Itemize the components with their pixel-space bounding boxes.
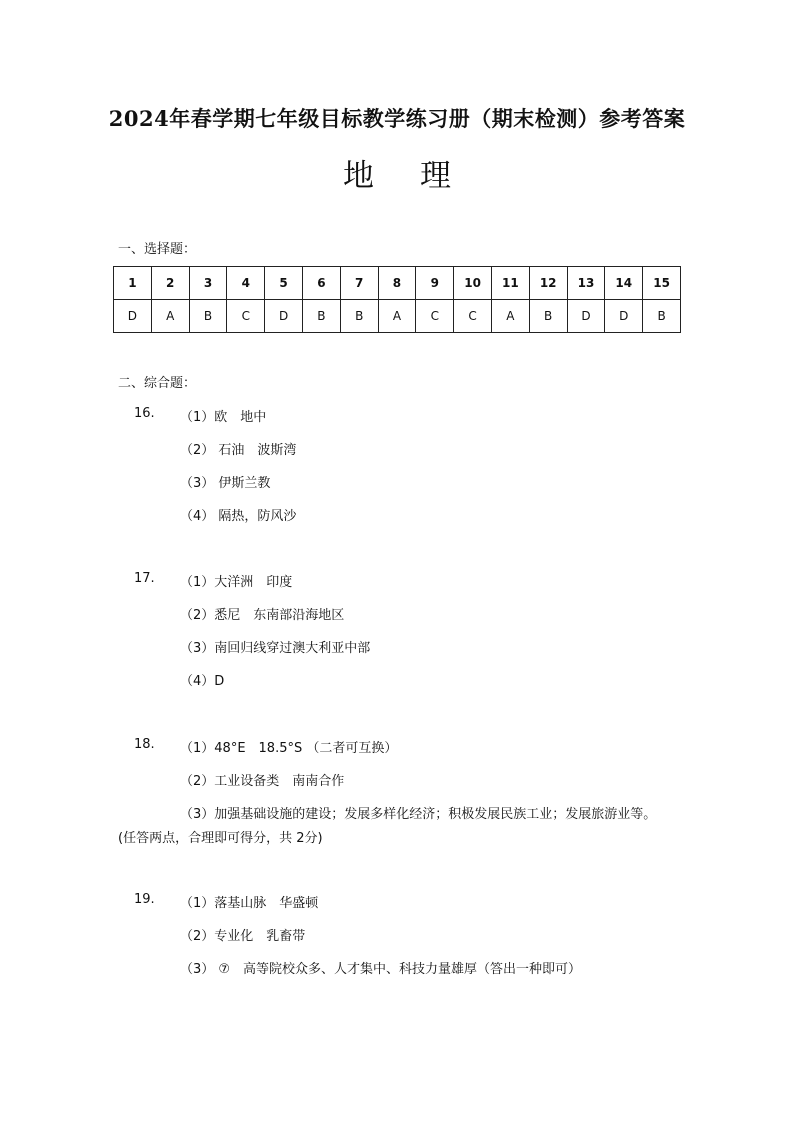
answer-cell: D [605,300,643,333]
answer-line-continuation: (任答两点，合理即可得分，共 2分) [118,831,323,846]
answer-line: （4） 隔热，防风沙 [180,509,297,524]
answer-cell: C [227,300,265,333]
question-number-cell: 10 [454,267,492,300]
question-number-cell: 12 [529,267,567,300]
question-number: 19. [134,892,155,907]
question-number-cell: 11 [491,267,529,300]
answer-cell: B [529,300,567,333]
answer-line: （2） 石油 波斯湾 [180,443,297,458]
answer-cell: D [265,300,303,333]
question-number-cell: 14 [605,267,643,300]
answer-cell: B [189,300,227,333]
answer-line: （1）欧 地中 [180,410,267,425]
question-number-cell: 1 [114,267,152,300]
answer-line: （2）悉尼 东南部沿海地区 [180,608,345,623]
answer-cell: D [114,300,152,333]
document-title: 2024年春学期七年级目标教学练习册（期末检测）参考答案 [108,106,686,131]
question-number-cell: 3 [189,267,227,300]
question-number: 18. [134,737,155,752]
answer-cell: B [340,300,378,333]
answer-line: （4）D [180,674,225,689]
question-number: 16. [134,406,155,421]
answer-cell: C [416,300,454,333]
question-number-cell: 2 [151,267,189,300]
answer-line: （1）大洋洲 印度 [180,575,293,590]
question-number-cell: 13 [567,267,605,300]
answer-table [113,266,681,333]
subject-heading: 地理 [343,158,497,194]
answer-row [114,300,681,333]
answer-cell: A [378,300,416,333]
section-comprehensive-heading: 二、综合题： [118,376,197,391]
answer-line: （1）落基山脉 华盛顿 [180,896,319,911]
question-number-cell: 5 [265,267,303,300]
question-number-cell: 4 [227,267,265,300]
question-number-cell: 6 [302,267,340,300]
answer-cell: B [302,300,340,333]
answer-line: （3）南回归线穿过澳大利亚中部 [180,641,371,656]
answer-cell: B [643,300,681,333]
answer-line: （3）加强基础设施的建设；发展多样化经济；积极发展民族工业；发展旅游业等。 [180,807,657,822]
answer-cell: A [151,300,189,333]
answer-cell: A [491,300,529,333]
question-number-cell: 9 [416,267,454,300]
answer-line: （3） ⑦ 高等院校众多、人才集中、科技力量雄厚（答出一种即可） [180,962,582,977]
answer-line: （3） 伊斯兰教 [180,476,271,491]
question-number-cell: 8 [378,267,416,300]
answer-line: （1）48°E 18.5°S （二者可互换） [180,741,398,756]
question-number-row [114,267,681,300]
answer-cell: C [454,300,492,333]
answer-line: （2）专业化 乳畜带 [180,929,306,944]
question-number: 17. [134,571,155,586]
answer-cell: D [567,300,605,333]
section-multiple-choice-heading: 一、选择题： [118,242,197,257]
answer-line: （2）工业设备类 南南合作 [180,774,345,789]
question-number-cell: 15 [643,267,681,300]
question-number-cell: 7 [340,267,378,300]
